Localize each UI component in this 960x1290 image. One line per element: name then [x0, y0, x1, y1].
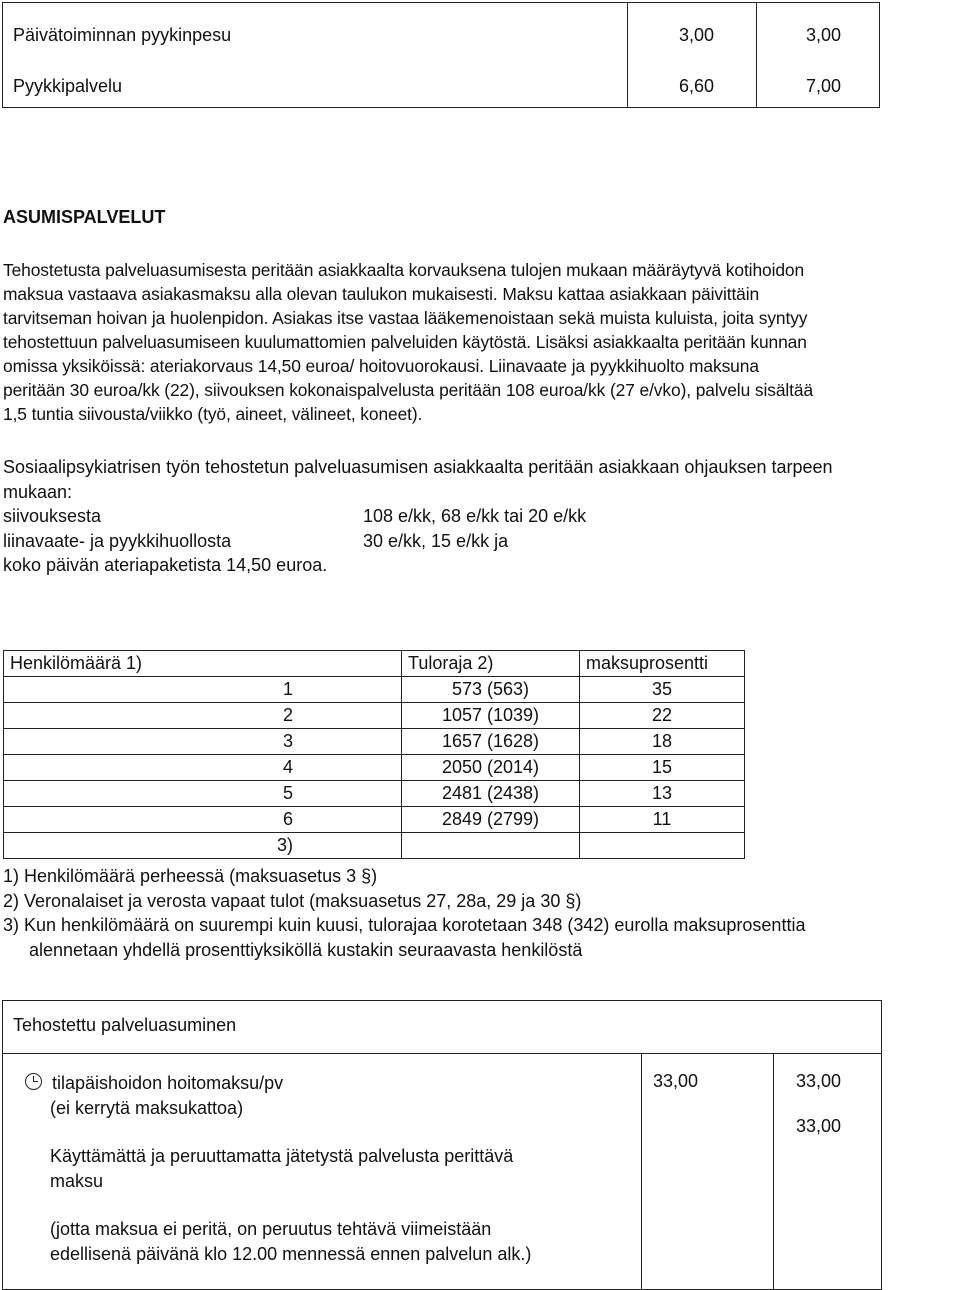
description-text: tilapäishoidon hoitomaksu/pv — [52, 1073, 284, 1093]
paragraph-line: peritään 30 euroa/kk (22), siivouksen kokonaispalvelusta peritään 108 euroa/kk (27 e/vko), palvelu sisältää — [3, 380, 814, 400]
paragraph-line: 1,5 tuntia siivousta/viikko (työ, aineet, välineet, koneet). — [3, 404, 423, 424]
table-row — [3, 76, 879, 100]
price-table — [2, 2, 880, 108]
fee-label: siivouksesta — [3, 506, 102, 526]
note-line: alennetaan yhdellä prosenttiyksiköllä kustakin seuraavasta henkilöstä — [29, 939, 583, 960]
fee-item — [3, 529, 959, 554]
table-cell: 1657 (1628) — [402, 729, 580, 755]
table-cell: 2 — [4, 703, 402, 729]
table-row — [4, 781, 745, 807]
description-line: edellisenä päivänä klo 12.00 mennessä ennen palvelun alk.) — [50, 1243, 532, 1264]
paragraph-line: maksua vastaava asiakasmaksu alla olevan taulukon mukaisesti. Maksu kattaa asiakkaan päivittäin — [3, 284, 760, 304]
column-divider — [773, 1053, 774, 1289]
description-line: (ei kerrytä maksukattoa) — [50, 1097, 244, 1118]
table-notes — [3, 864, 805, 962]
housing-paragraph — [3, 258, 959, 426]
section-heading: ASUMISPALVELUT — [3, 207, 166, 227]
table-row — [4, 807, 745, 833]
description-line: Käyttämättä ja peruuttamatta jätetystä palvelusta perittävä — [50, 1146, 514, 1166]
note-line: 3) Kun henkilömäärä on suurempi kuin kuusi, tulorajaa korotetaan 348 (342) eurolla maksuprosenttia — [3, 915, 806, 935]
column-header: maksuprosentti — [580, 651, 745, 677]
table-title: Tehostettu palveluasuminen — [13, 1015, 237, 1035]
table-cell: 35 — [580, 677, 745, 703]
table-cell: 4 — [4, 755, 402, 781]
price-value: 3,00 — [678, 25, 714, 45]
fee-label: liinavaate- ja pyykkihuollosta — [3, 530, 232, 551]
price-value: 7,00 — [805, 76, 841, 96]
description-line: maksu — [50, 1170, 104, 1191]
table-cell — [580, 833, 745, 859]
description-line: (jotta maksua ei peritä, on peruutus tehtävä viimeistään — [50, 1219, 492, 1239]
table-cell: 3) — [4, 833, 402, 859]
column-header: Tuloraja 2) — [402, 651, 580, 677]
paragraph-line: tehostettuun palveluasumiseen kuulumattomien palveluiden käytöstä. Lisäksi asiakkaalta peritään kunnan — [3, 332, 807, 352]
spacer — [33, 1193, 531, 1217]
price-value: 6,60 — [678, 76, 714, 96]
table-cell: 6 — [4, 807, 402, 833]
paragraph-line: koko päivän ateriapaketista 14,50 euroa. — [3, 555, 328, 575]
column-divider — [641, 1053, 642, 1289]
table-row — [4, 755, 745, 781]
table-cell: 15 — [580, 755, 745, 781]
table-row — [4, 677, 745, 703]
table-cell: 3 — [4, 729, 402, 755]
table-cell: 22 — [580, 703, 745, 729]
enhanced-housing-table — [2, 1000, 882, 1290]
psychiatric-paragraph — [3, 455, 959, 578]
column-header: Henkilömäärä 1) — [4, 651, 402, 677]
fee-value: 33,00 — [653, 1071, 699, 1091]
table-row — [4, 703, 745, 729]
note-line: 1) Henkilömäärä perheessä (maksuasetus 3 §) — [3, 866, 378, 886]
table-cell: 13 — [580, 781, 745, 807]
table-row — [4, 729, 745, 755]
row-divider — [3, 1053, 881, 1054]
paragraph-line: tarvitseman hoivan ja huolenpidon. Asiakas itse vastaa lääkemenoistaan sekä muista kuluista, joita syntyy — [3, 308, 808, 328]
table-row — [3, 25, 879, 49]
price-value: 3,00 — [805, 25, 841, 45]
paragraph-line: Tehostetusta palveluasumisesta peritään asiakkaalta korvauksena tulojen mukaan määräytyvä kotihoidon — [3, 260, 805, 280]
table-cell — [402, 833, 580, 859]
table-cell: 5 — [4, 781, 402, 807]
fee-description — [33, 1071, 531, 1266]
description-line — [25, 1071, 531, 1096]
table-cell: 2050 (2014) — [402, 755, 580, 781]
table-cell: 1 — [4, 677, 402, 703]
fee-value: 108 e/kk, 68 e/kk tai 20 e/kk — [363, 506, 587, 526]
fee-item — [3, 504, 959, 529]
clock-icon — [25, 1073, 42, 1090]
service-name: Pyykkipalvelu — [13, 76, 123, 96]
paragraph-line: mukaan: — [3, 481, 73, 502]
service-name: Päivätoiminnan pyykinpesu — [13, 25, 232, 45]
paragraph-line: omissa yksiköissä: ateriakorvaus 14,50 euroa/ hoitovuorokausi. Liinavaate ja pyykkihuolto maksuna — [3, 356, 759, 376]
spacer — [33, 1120, 531, 1144]
table-row — [4, 833, 745, 859]
fee-value: 30 e/kk, 15 e/kk ja — [363, 530, 509, 551]
fee-value: 33,00 — [796, 1071, 842, 1091]
table-cell: 18 — [580, 729, 745, 755]
fee-value: 33,00 — [796, 1116, 842, 1136]
table-cell: 2481 (2438) — [402, 781, 580, 807]
table-cell: 1057 (1039) — [402, 703, 580, 729]
note-line: 2) Veronalaiset ja verosta vapaat tulot (maksuasetus 27, 28a, 29 ja 30 §) — [3, 890, 582, 911]
table-cell: 573 (563) — [402, 677, 580, 703]
paragraph-line: Sosiaalipsykiatrisen työn tehostetun palveluasumisen asiakkaalta peritään asiakkaan ohjauksen tarpeen — [3, 457, 833, 477]
table-cell: 2849 (2799) — [402, 807, 580, 833]
table-cell: 11 — [580, 807, 745, 833]
income-limit-table — [3, 650, 745, 859]
table-header-row — [4, 651, 745, 677]
